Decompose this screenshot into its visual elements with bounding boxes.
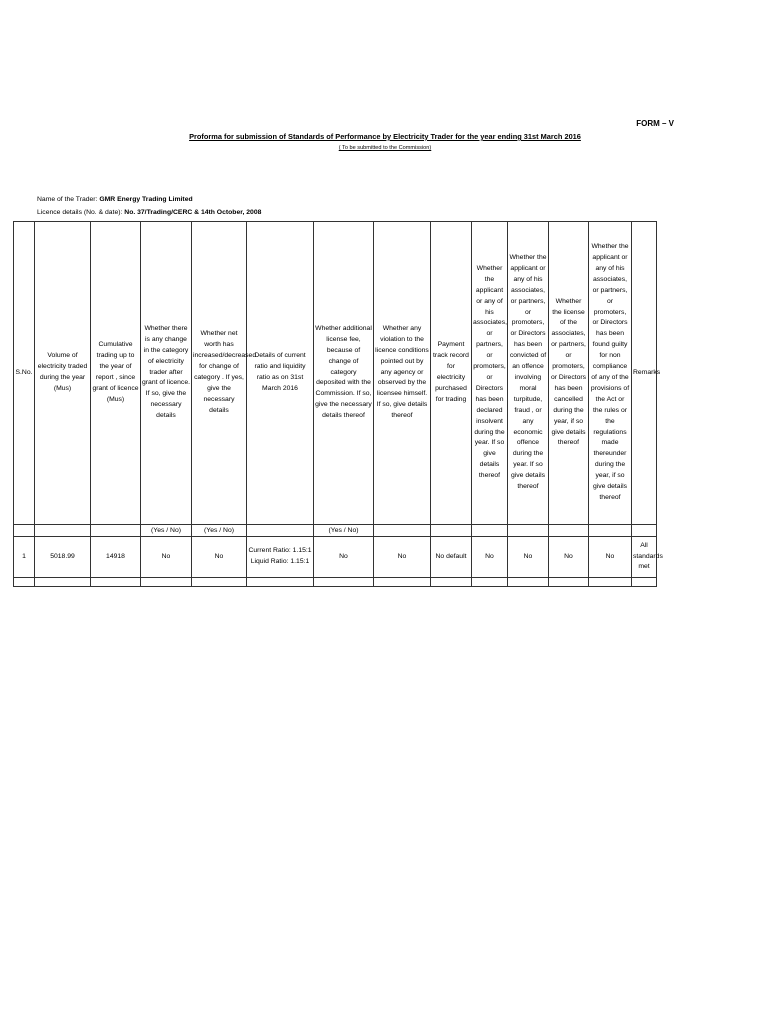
header-cell: Whether the license of the associates, or partners, or promoters, or Directors has been cancelled during the year, if so give details thereof [549, 222, 589, 525]
form-number: FORM – V [636, 119, 674, 128]
blank-row [14, 578, 657, 587]
licence-details-value: No. 37/Trading/CERC & 14th October, 2008 [124, 209, 262, 216]
header-cell: Payment track record for electricity purchased for trading [431, 222, 472, 525]
category-change-cell: No [141, 537, 192, 578]
header-cell: Whether the applicant or any of his associates, or partners, or promoters, or Directors has been found guilty for non compliance of any of the provisions of the Act or the rules or the regulations made thereunder during the year, if so give details thereof [589, 222, 632, 525]
blank-cell [632, 578, 657, 587]
yn-cell [91, 525, 141, 537]
blank-cell [141, 578, 192, 587]
networth-change-cell: No [192, 537, 247, 578]
header-cell: Details of current ratio and liquidity ratio as on 31st March 2016 [247, 222, 314, 525]
trader-name-value: GMR Energy Trading Limited [99, 196, 193, 203]
licence-details-label: Licence details (No. & date): [37, 209, 123, 216]
standards-table [13, 221, 663, 587]
header-cell: Whether the applicant or any of his associates, or partners, or promoters, or Directors has been convicted of an offence involving moral turpitude, fraud , or any economic offence during the year. If so give details thereof [508, 222, 549, 525]
convicted-cell: No [508, 537, 549, 578]
insolvent-cell: No [472, 537, 508, 578]
header-cell: Whether the applicant or any of his associates, or partners, or promoters, or Directors has been declared insolvent during the year. If so give details thereof [472, 222, 508, 525]
yes-no-row [14, 525, 657, 537]
licence-details-line [37, 209, 261, 216]
ratio-cell [247, 537, 314, 578]
header-row [14, 222, 657, 525]
header-cell: S.No. [14, 222, 35, 525]
yn-cell [508, 525, 549, 537]
header-cell: Cumulative trading up to the year of report , since grant of licence (Mus) [91, 222, 141, 525]
non-compliance-cell: No [589, 537, 632, 578]
violation-cell: No [374, 537, 431, 578]
blank-cell [431, 578, 472, 587]
yn-cell [589, 525, 632, 537]
volume-cell: 5018.99 [35, 537, 91, 578]
trader-name-line [37, 196, 193, 203]
header-cell: Whether additional license fee, because of change of category deposited with the Commission. If so, give the necessary details thereof [314, 222, 374, 525]
blank-cell [508, 578, 549, 587]
yn-cell: (Yes / No) [141, 525, 192, 537]
blank-cell [14, 578, 35, 587]
yn-cell [35, 525, 91, 537]
payment-track-cell: No default [431, 537, 472, 578]
header-cell: Whether any violation to the licence conditions pointed out by any agency or observed by the licensee himself. If so, give details thereof [374, 222, 431, 525]
header-cell: Whether net worth has increased/decreased for change of category . If yes, give the necessary details [192, 222, 247, 525]
page-title: Proforma for submission of Standards of Performance by Electricity Trader for the year ending 31st March 2016 [189, 132, 581, 141]
yn-cell: (Yes / No) [314, 525, 374, 537]
yn-cell [632, 525, 657, 537]
blank-cell [192, 578, 247, 587]
sno-cell: 1 [14, 537, 35, 578]
yn-cell: (Yes / No) [192, 525, 247, 537]
blank-cell [472, 578, 508, 587]
additional-fee-cell: No [314, 537, 374, 578]
blank-cell [314, 578, 374, 587]
blank-cell [589, 578, 632, 587]
blank-cell [374, 578, 431, 587]
header-cell: Remarks [632, 222, 657, 525]
current-ratio: Current Ratio: 1.15:1 [248, 547, 312, 555]
trader-name-label: Name of the Trader: [37, 196, 98, 203]
license-cancelled-cell: No [549, 537, 589, 578]
yn-cell [472, 525, 508, 537]
blank-cell [549, 578, 589, 587]
blank-cell [91, 578, 141, 587]
yn-cell [247, 525, 314, 537]
header-cell: Volume of electricity traded during the year (Mus) [35, 222, 91, 525]
yn-cell [431, 525, 472, 537]
yn-cell [14, 525, 35, 537]
remarks-cell: All standards met [632, 537, 657, 578]
blank-cell [35, 578, 91, 587]
table-row [14, 537, 657, 578]
blank-cell [247, 578, 314, 587]
yn-cell [374, 525, 431, 537]
liquidity-ratio: Liquid Ratio: 1.15:1 [250, 558, 310, 565]
yn-cell [549, 525, 589, 537]
cumulative-cell: 14918 [91, 537, 141, 578]
page-subtitle: ( To be submitted to the Commission) [338, 145, 432, 151]
header-cell: Whether there is any change in the category of electricity trader after grant of licence. If so, give the necessary details [141, 222, 192, 525]
